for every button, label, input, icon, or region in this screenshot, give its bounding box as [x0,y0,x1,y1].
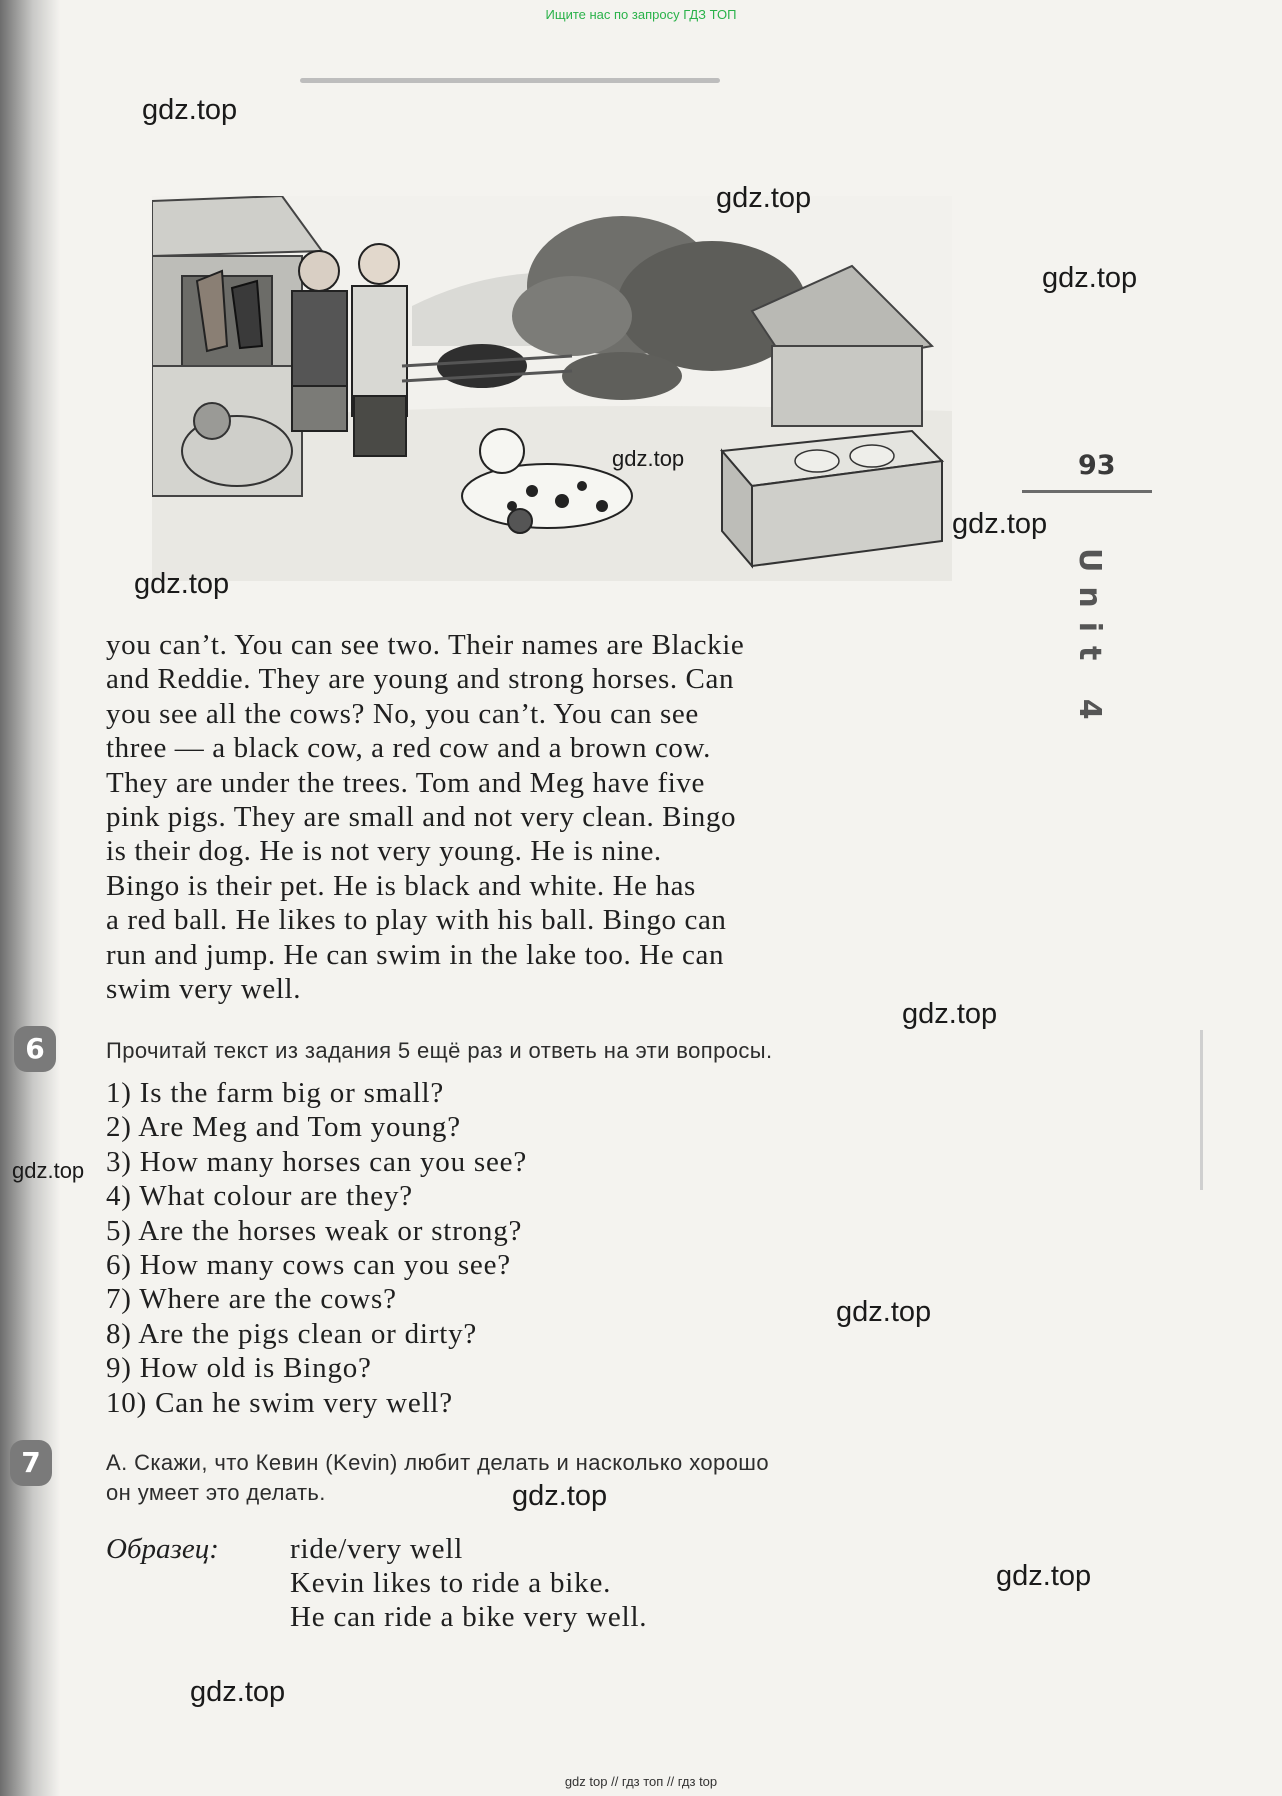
sample-line: He can ride a bike very well. [290,1601,648,1633]
page-number: 93 [1078,450,1116,481]
faint-bleed-mark [1200,1030,1203,1190]
question-item: 2) Are Meg and Tom young? [106,1111,461,1144]
question-item: 4) What colour are they? [106,1180,413,1213]
passage-line: They are under the trees. Tom and Meg have five [106,766,705,799]
question-item: 9) How old is Bingo? [106,1352,372,1385]
question-item: 10) Can he swim very well? [106,1386,453,1419]
passage-line: you can’t. You can see two. Their names are Blackie [106,629,745,661]
watermark: gdz.top [952,508,1048,540]
page-binding-shadow [0,0,60,1796]
passage-line: pink pigs. They are small and not very clean. Bingo [106,801,737,834]
unit-label [1065,548,1125,734]
question-item: 8) Are the pigs clean or dirty? [106,1317,478,1350]
passage-line: swim very well. [106,973,302,1006]
exercise-7-instruction-line2: он умеет это делать. [106,1480,326,1505]
sample-line: Kevin likes to ride a bike. [290,1567,612,1599]
watermark: gdz.top [190,1676,286,1708]
question-item: 5) Are the horses weak or strong? [106,1214,523,1247]
watermark: gdz.top [836,1296,932,1328]
exercise-7-instruction-line1: A. Скажи, что Кевин (Kevin) любит делать и насколько хорошо [106,1450,769,1475]
footer-links[interactable]: gdz top // гдз топ // гдз top [564,1774,718,1789]
page-number-rule [1022,490,1152,493]
watermark: gdz.top [12,1158,85,1183]
top-divider [300,78,720,83]
passage-line: you see all the cows? No, you can’t. You can see [106,697,699,730]
passage-line: three — a black cow, a red cow and a brown cow. [106,732,711,765]
passage-line: is their dog. He is not very young. He is nine. [106,835,662,868]
farm-illustration [152,196,952,581]
exercise-7-badge: 7 [10,1440,52,1486]
watermark: gdz.top [902,998,998,1030]
search-hint-link[interactable]: Ищите нас по запросу ГДЗ ТОП [545,7,737,22]
watermark: gdz.top [716,182,812,214]
watermark: gdz.top [1042,262,1138,294]
passage-line: a red ball. He likes to play with his ball. Bingo can [106,904,727,937]
passage-line: run and jump. He can swim in the lake too. He can [106,938,725,971]
question-item: 7) Where are the cows? [106,1283,397,1316]
passage-line: Bingo is their pet. He is black and white. He has [106,869,696,902]
watermark: gdz.top [512,1480,608,1512]
watermark: gdz.top [996,1560,1092,1592]
sample-line: ride/very well [290,1533,464,1565]
question-item: 1) Is the farm big or small? [106,1077,445,1109]
exercise-6-instruction: Прочитай текст из задания 5 ещё раз и ответь на эти вопросы. [106,1038,773,1063]
question-item: 3) How many horses can you see? [106,1145,528,1178]
passage-line: and Reddie. They are young and strong horses. Can [106,663,735,696]
question-item: 6) How many cows can you see? [106,1249,511,1282]
exercise-6-badge: 6 [14,1026,56,1072]
unit-label-text: Unit 4 [1072,548,1107,734]
watermark: gdz.top [142,94,238,126]
exercise-6-questions [106,1076,527,1420]
reading-passage [106,628,1012,1006]
watermark: gdz.top [612,446,685,471]
watermark: gdz.top [134,568,230,600]
sample-label: Образец: [106,1533,219,1565]
